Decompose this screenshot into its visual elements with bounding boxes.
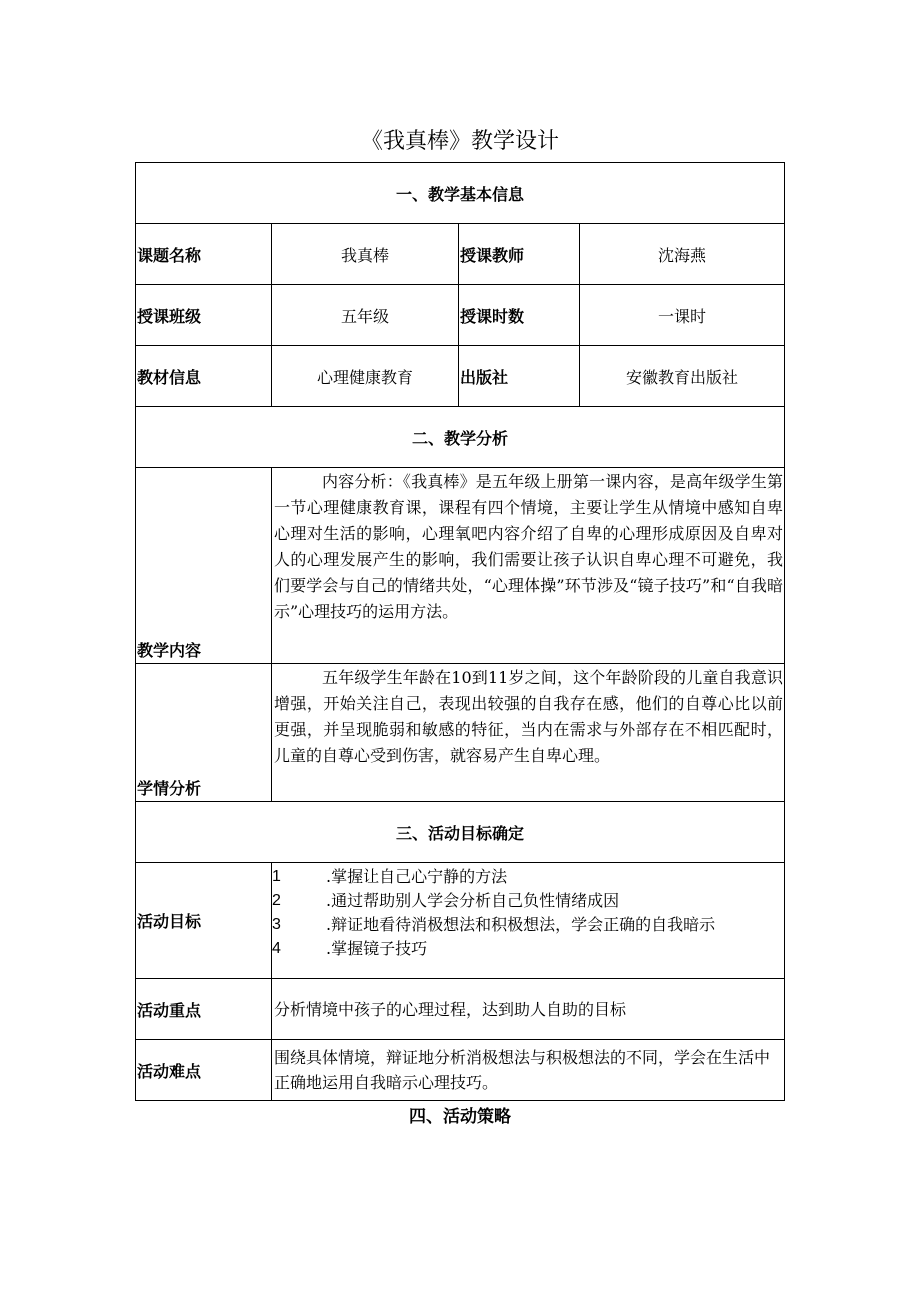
goal-text: .通过帮助别人学会分析自己负性情绪成因 [326,891,620,910]
class-label: 授课班级 [136,285,272,346]
key-row [136,979,785,1040]
course-title-label: 课题名称 [136,224,272,285]
situation-text: 五年级学生年龄在10到11岁之间，这个年龄阶段的儿童自我意识增强，开始关注自己，表现出较强的自我存在感，他们的自尊心比以前更强，并呈现脆弱和敏感的特征，当内在需求与外部存在不相匹配时，儿童的自尊心受到伤害，就容易产生自卑心理。 [272,664,785,802]
goal-number: 2 [272,892,281,909]
info-row [136,346,785,407]
class-value: 五年级 [272,285,459,346]
section-analysis-heading: 二、教学分析 [136,407,785,468]
goal-item [272,937,784,961]
goal-number: 4 [272,940,281,957]
course-title-value: 我真棒 [272,224,459,285]
section-basic-info-heading: 一、教学基本信息 [136,163,785,224]
goal-item [272,913,784,937]
content-label: 教学内容 [136,468,272,664]
document-title: 《我真棒》教学设计 [360,129,559,154]
goal-text: .掌握镜子技巧 [326,939,428,958]
key-text: 分析情境中孩子的心理过程，达到助人自助的目标 [272,979,785,1040]
goal-text: .掌握让自己心宁静的方法 [326,867,508,886]
goal-number: 1 [272,868,281,885]
goal-item [272,865,784,889]
key-label: 活动重点 [136,979,272,1040]
publisher-label: 出版社 [459,346,580,407]
section-goals-heading: 三、活动目标确定 [136,802,785,863]
goal-number: 3 [272,916,281,933]
textbook-value: 心理健康教育 [272,346,459,407]
publisher-value: 安徽教育出版社 [580,346,785,407]
teacher-value: 沈海燕 [580,224,785,285]
textbook-label: 教材信息 [136,346,272,407]
hours-value: 一课时 [580,285,785,346]
content-text: 内容分析：《我真棒》是五年级上册第一课内容，是高年级学生第一节心理健康教育课，课程有四个情境，主要让学生从情境中感知自卑心理对生活的影响，心理氧吧内容介绍了自卑的心理形成原因及自卑对人的心理发展产生的影响，我们需要让孩子认识自卑心理不可避免，我们要学会与自己的情绪共处，“心理体操”环节涉及“镜子技巧”和“自我暗示”心理技巧的运用方法。 [272,468,785,664]
difficulty-label: 活动难点 [136,1040,272,1101]
content-row [136,468,785,664]
hours-label: 授课时数 [459,285,580,346]
difficulty-text: 围绕具体情境，辩证地分析消极想法与积极想法的不同，学会在生活中正确地运用自我暗示心理技巧。 [272,1040,785,1101]
goals-label: 活动目标 [136,863,272,979]
section-strategy-heading: 四、活动策略 [409,1107,511,1127]
info-row [136,285,785,346]
teacher-label: 授课教师 [459,224,580,285]
goals-list [272,863,785,979]
info-row [136,224,785,285]
difficulty-row [136,1040,785,1101]
goal-text: .辩证地看待消极想法和积极想法，学会正确的自我暗示 [326,915,716,934]
goals-row [136,863,785,979]
goal-item [272,889,784,913]
situation-label: 学情分析 [136,664,272,802]
situation-row [136,664,785,802]
lesson-plan-table [135,162,785,1101]
